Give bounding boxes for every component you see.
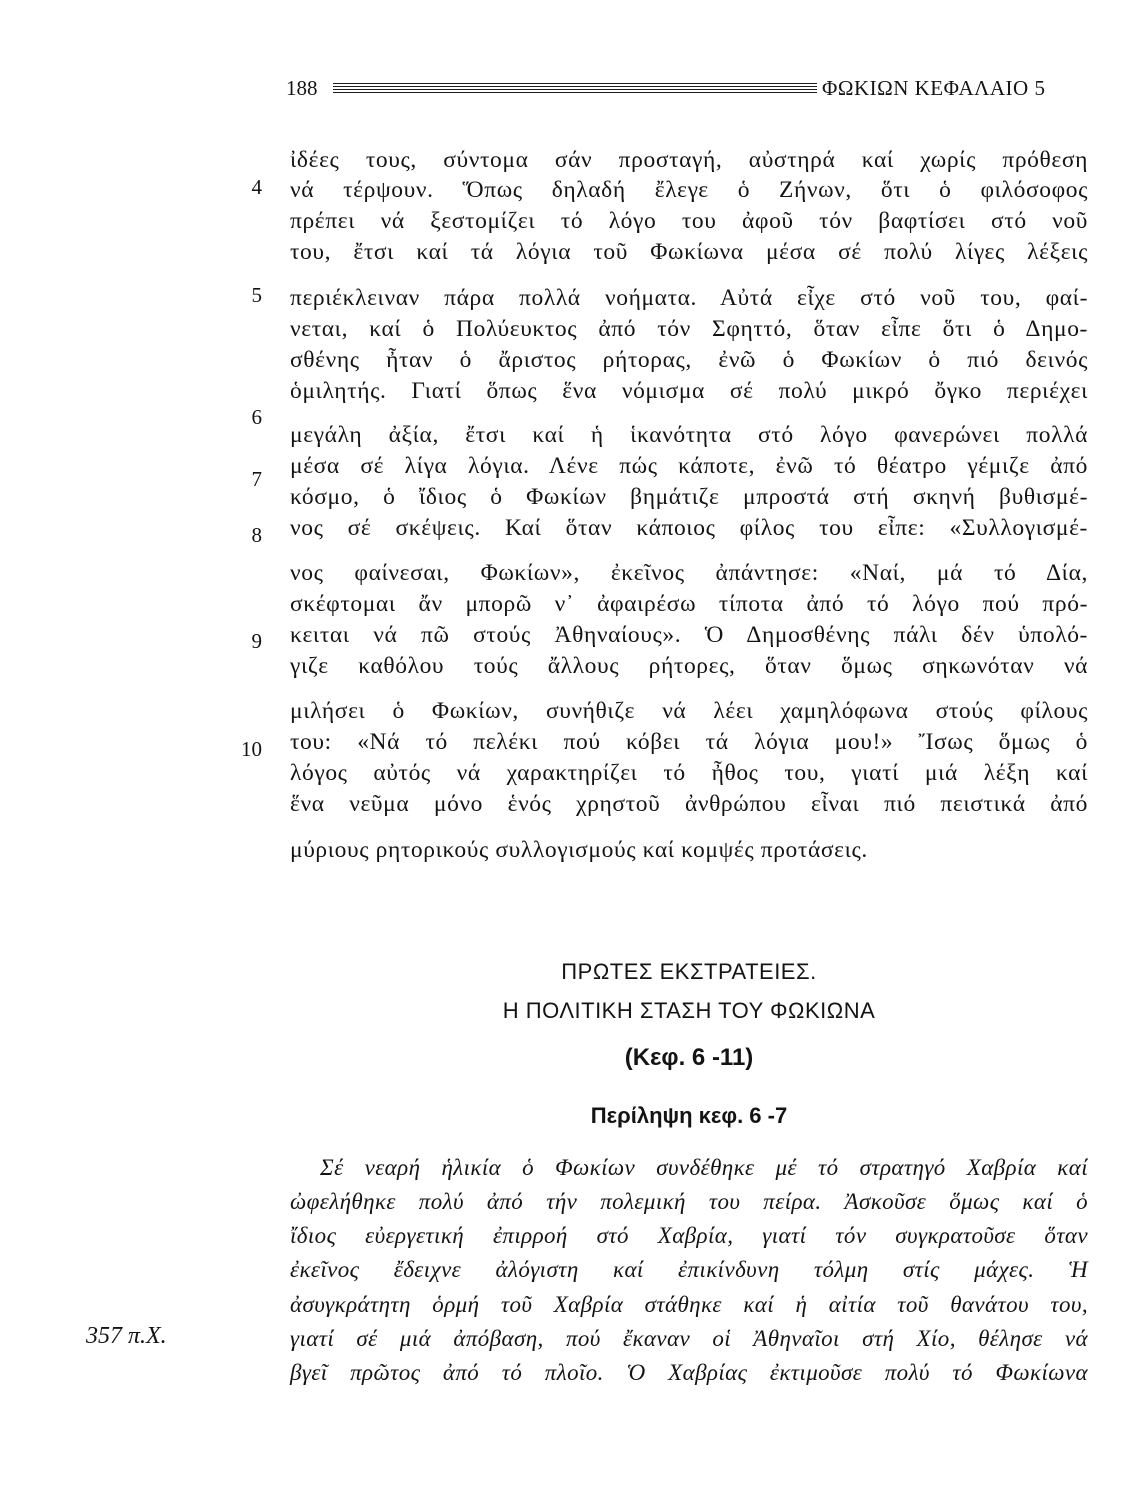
body-line: μιλήσει ὁ Φωκίων, συνήθιζε νά λέει χαμηλόφωνα στούς φίλους xyxy=(290,698,1088,724)
body-line: ἰδέες τους, σύντομα σάν προσταγή, αὐστηρά καί χωρίς πρόθεση xyxy=(290,147,1088,173)
body-line: σκέφτομαι ἄν μπορῶ ν᾽ ἀφαιρέσω τίποτα ἀπό τό λόγο πού πρό- xyxy=(290,591,1088,617)
section-title-line2: Η ΠΟΛΙΤΙΚΗ ΣΤΑΣΗ ΤΟΥ ΦΩΚΙΩΝΑ xyxy=(502,998,876,1023)
body-line: γιζε καθόλου τούς ἄλλους ρήτορες, ὅταν ὅμως σηκωνόταν νά xyxy=(290,653,1088,679)
chapter-marker: 8 xyxy=(251,523,262,547)
header-rule xyxy=(333,83,817,93)
summary-line: γιατί σέ μιά ἀπόβαση, πού ἔκαναν οἱ Ἀθηναῖοι στή Χίο, θέλησε νά xyxy=(290,1326,1088,1351)
summary-line: Σέ νεαρή ἡλικία ὁ Φωκίων συνδέθηκε μέ τό στρατηγό Χαβρία καί xyxy=(320,1155,1088,1180)
body-line: μέσα σέ λίγα λόγια. Λένε πώς κάποτε, ἐνῶ τό θέατρο γέμιζε ἀπό xyxy=(290,453,1088,479)
body-line: νεται, καί ὁ Πολύευκτος ἀπό τόν Σφηττό, ὅταν εἶπε ὅτι ὁ Δημο- xyxy=(290,316,1088,342)
summary-heading: Περίληψη κεφ. 6 -7 xyxy=(590,1103,788,1128)
running-title: ΦΩΚΙΩΝ ΚΕΦΑΛΑΙΟ 5 xyxy=(822,76,1046,100)
body-line: σθένης ἦταν ὁ ἄριστος ρήτορας, ἐνῶ ὁ Φωκίων ὁ πιό δεινός xyxy=(290,347,1088,373)
chapter-marker: 7 xyxy=(251,467,262,491)
summary-line: ὠφελήθηκε πολύ ἀπό τήν πολεμική του πείρα. Ἀσκοῦσε ὅμως καί ὁ xyxy=(290,1189,1088,1214)
margin-date-note: 357 π.Χ. xyxy=(86,1323,167,1349)
body-line: νος σέ σκέψεις. Καί ὅταν κάποιος φίλος του εἶπε: «Συλλογισμέ- xyxy=(290,515,1088,541)
body-line: κόσμο, ὁ ἴδιος ὁ Φωκίων βημάτιζε μπροστά στή σκηνή βυθισμέ- xyxy=(290,484,1088,510)
chapter-range: (Κεφ. 6 -11) xyxy=(624,1044,754,1071)
summary-line: βγεῖ πρῶτος ἀπό τό πλοῖο. Ὁ Χαβρίας ἐκτιμοῦσε πολύ τό Φωκίωνα xyxy=(290,1360,1088,1385)
section-title-line1: ΠΡΩΤΕΣ ΕΚΣΤΡΑΤΕΙΕΣ. xyxy=(561,959,817,984)
body-line: μεγάλη ἀξία, ἔτσι καί ἡ ἱκανότητα στό λόγο φανερώνει πολλά xyxy=(290,422,1088,448)
summary-line: ἀσυγκράτητη ὁρμή τοῦ Χαβρία στάθηκε καί ἡ αἰτία τοῦ θανάτου του, xyxy=(290,1292,1088,1317)
body-line: περιέκλειναν πάρα πολλά νοήματα. Αὐτά εἶχε στό νοῦ του, φαί- xyxy=(290,285,1088,311)
body-line: νος φαίνεσαι, Φωκίων», ἐκεῖνος ἀπάντησε: «Ναί, μά τό Δία, xyxy=(290,560,1088,586)
body-line: κειται νά πῶ στούς Ἀθηναίους». Ὁ Δημοσθένης πάλι δέν ὑπολό- xyxy=(290,622,1088,648)
body-line: του: «Νά τό πελέκι πού κόβει τά λόγια μου!» Ἴσως ὅμως ὁ xyxy=(290,729,1088,755)
body-line: λόγος αὐτός νά χαρακτηρίζει τό ἦθος του, γιατί μιά λέξη καί xyxy=(290,760,1088,786)
body-line: του, ἔτσι καί τά λόγια τοῦ Φωκίωνα μέσα σέ πολύ λίγες λέξεις xyxy=(290,239,1088,265)
chapter-marker: 10 xyxy=(241,737,262,761)
chapter-marker: 9 xyxy=(251,629,262,653)
body-line: πρέπει νά ξεστομίζει τό λόγο του ἀφοῦ τόν βαφτίσει στό νοῦ xyxy=(290,208,1088,234)
summary-line: ἴδιος εὐεργετική ἐπιρροή στό Χαβρία, γιατί τόν συγκρατοῦσε ὅταν xyxy=(290,1223,1088,1248)
chapter-marker: 4 xyxy=(251,175,262,199)
page-number: 188 xyxy=(286,76,318,100)
body-line: μύριους ρητορικούς συλλογισμούς καί κομψές προτάσεις. xyxy=(290,837,868,863)
chapter-marker: 5 xyxy=(251,283,262,307)
body-line: νά τέρψουν. Ὅπως δηλαδή ἔλεγε ὁ Ζήνων, ὅτι ὁ φιλόσοφος xyxy=(290,177,1088,203)
summary-line: ἐκεῖνος ἔδειχνε ἀλόγιστη καί ἐπικίνδυνη τόλμη στίς μάχες. Ἡ xyxy=(290,1257,1088,1282)
body-line: ὁμιλητής. Γιατί ὅπως ἕνα νόμισμα σέ πολύ μικρό ὄγκο περιέχει xyxy=(290,378,1088,404)
chapter-marker: 6 xyxy=(251,405,262,429)
body-line: ἕνα νεῦμα μόνο ἑνός χρηστοῦ ἀνθρώπου εἶναι πιό πειστικά ἀπό xyxy=(290,791,1088,817)
